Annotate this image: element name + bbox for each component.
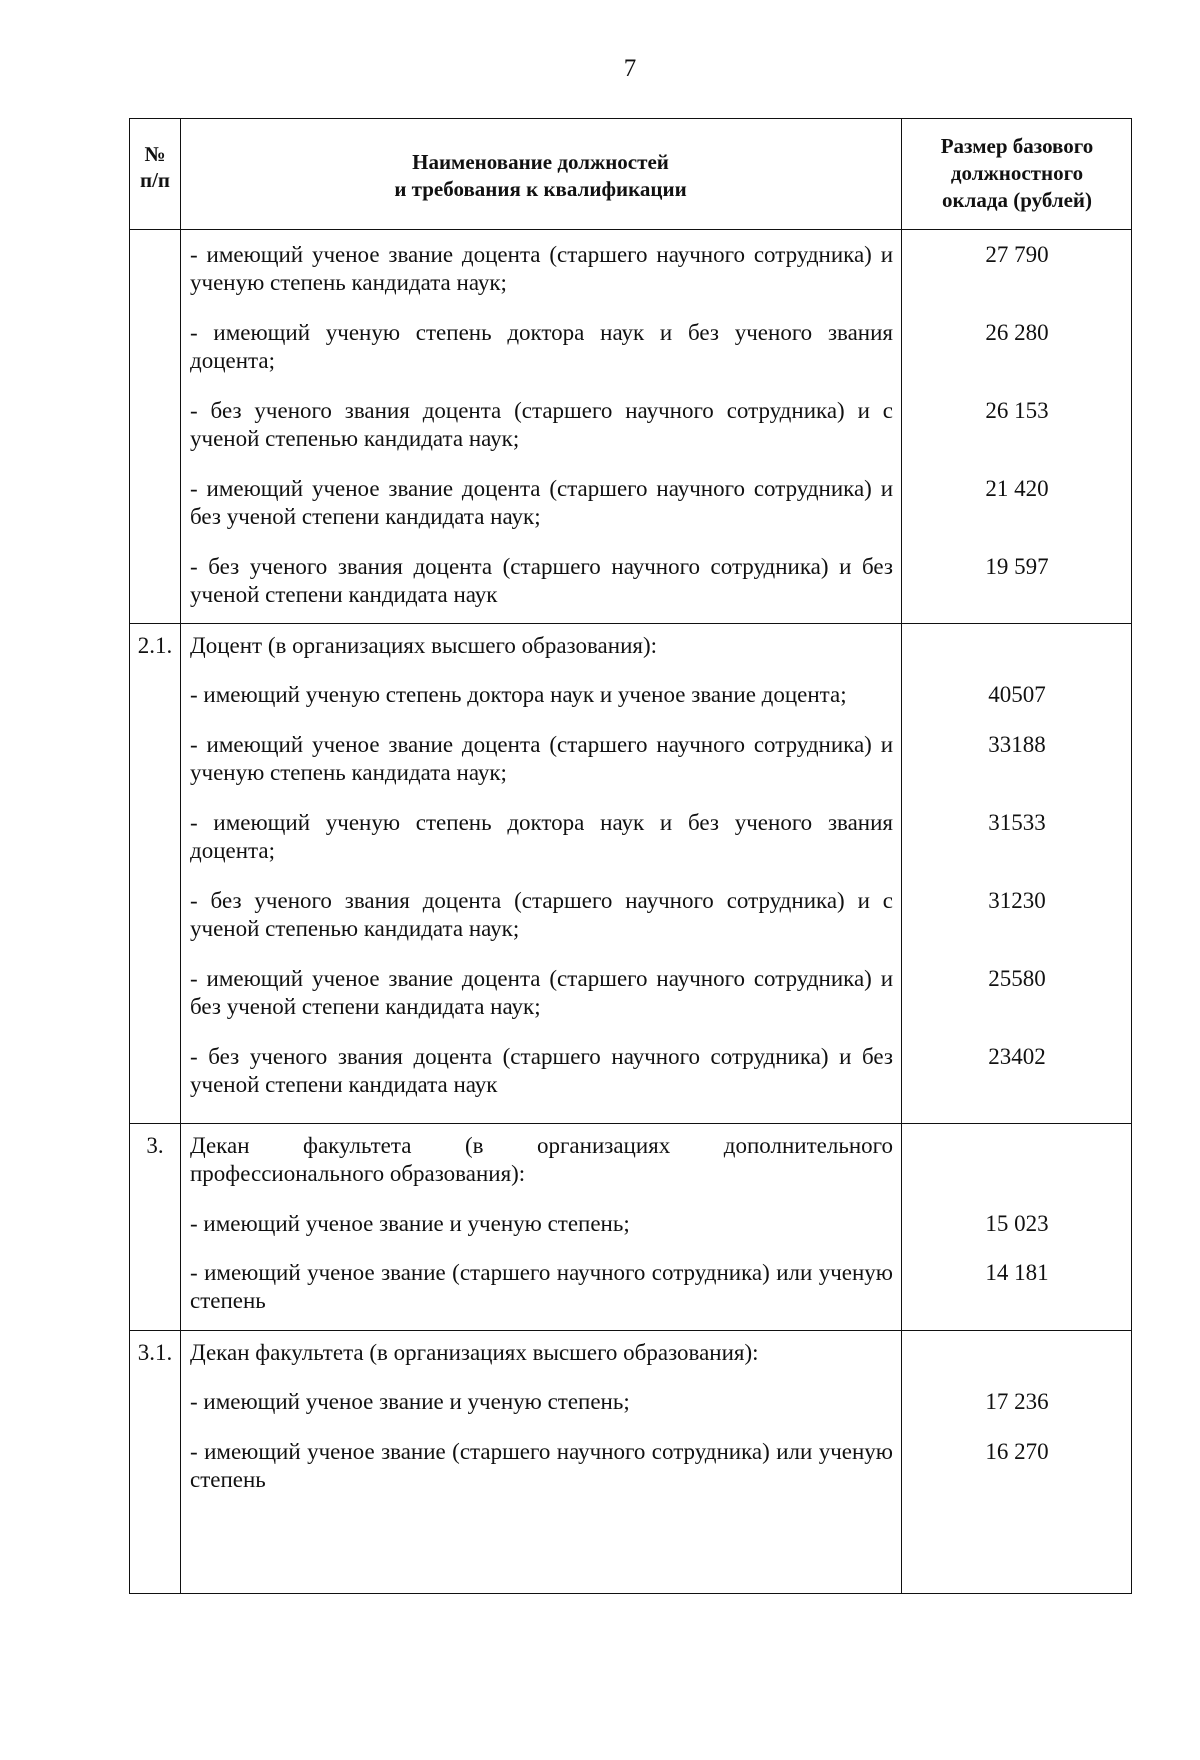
row-text: - без ученого звания доцента (старшего научного сотрудника) и с ученой степенью кандидата наук; xyxy=(190,398,893,451)
row-salary: 21 420 xyxy=(985,476,1049,501)
row-text: - имеющий ученое звание (старшего научного сотрудника) или ученую степень xyxy=(190,1439,893,1492)
row-text: - без ученого звания доцента (старшего научного сотрудника) и с ученой степенью кандидата наук; xyxy=(190,888,893,941)
row-text: - имеющий ученое звание и ученую степень; xyxy=(190,1389,630,1414)
row-salary: 26 153 xyxy=(985,398,1049,423)
header-number xyxy=(130,141,180,193)
row-text: - имеющий ученое звание доцента (старшего научного сотрудника) и ученую степень кандидата наук; xyxy=(190,242,893,295)
row-text: - имеющий ученую степень доктора наук и ученое звание доцента; xyxy=(190,682,847,707)
header-name-line: и требования к квалификации xyxy=(394,177,687,201)
row-salary: 15 023 xyxy=(985,1211,1049,1236)
row-text: - имеющий ученое звание (старшего научного сотрудника) или ученую степень xyxy=(190,1260,893,1313)
row-text: Доцент (в организациях высшего образования): xyxy=(190,633,658,658)
header-number-line: п/п xyxy=(139,168,171,192)
row-divider xyxy=(130,229,1131,230)
row-number: 3.1. xyxy=(137,1340,173,1365)
header-salary-line: оклада (рублей) xyxy=(941,188,1093,212)
row-salary: 31230 xyxy=(988,888,1046,913)
row-text: - без ученого звания доцента (старшего научного сотрудника) и без ученой степени кандидата наук xyxy=(190,1044,893,1097)
header-salary xyxy=(901,133,1133,214)
row-salary: 19 597 xyxy=(985,554,1049,579)
row-salary: 16 270 xyxy=(985,1439,1049,1464)
row-number: 2.1. xyxy=(137,633,173,658)
row-text: Декан факультета (в организациях дополнительного профессионального образования): xyxy=(190,1133,893,1186)
row-salary: 27 790 xyxy=(985,242,1049,267)
row-salary: 14 181 xyxy=(985,1260,1049,1285)
row-salary: 33188 xyxy=(988,732,1046,757)
header-position-name xyxy=(180,149,901,203)
row-text: - имеющий ученое звание доцента (старшего научного сотрудника) и без ученой степени кандидата наук; xyxy=(190,476,893,529)
row-salary: 31533 xyxy=(988,810,1046,835)
column-divider xyxy=(180,119,181,1593)
row-divider xyxy=(130,623,1131,624)
row-salary: 17 236 xyxy=(985,1389,1049,1414)
row-text: - имеющий ученое звание доцента (старшего научного сотрудника) и ученую степень кандидата наук; xyxy=(190,732,893,785)
row-salary: 40507 xyxy=(988,682,1046,707)
salary-table xyxy=(129,118,1132,1594)
row-divider xyxy=(130,1330,1131,1331)
header-name-line: Наименование должностей xyxy=(412,150,669,174)
header-salary-line: Размер базового xyxy=(940,134,1094,158)
row-text: - имеющий ученую степень доктора наук и без ученого звания доцента; xyxy=(190,810,893,863)
row-text: - имеющий ученое звание и ученую степень; xyxy=(190,1211,630,1236)
row-text: - без ученого звания доцента (старшего научного сотрудника) и без ученой степени кандидата наук xyxy=(190,554,893,607)
header-salary-line: должностного xyxy=(950,161,1084,185)
row-divider xyxy=(130,1123,1131,1124)
row-text: Декан факультета (в организациях высшего образования): xyxy=(190,1340,759,1365)
row-number: 3. xyxy=(146,1133,164,1158)
header-number-line: № xyxy=(144,142,166,166)
row-text: - имеющий ученую степень доктора наук и без ученого звания доцента; xyxy=(190,320,893,373)
row-text: - имеющий ученое звание доцента (старшего научного сотрудника) и без ученой степени кандидата наук; xyxy=(190,966,893,1019)
row-salary: 23402 xyxy=(988,1044,1046,1069)
page-number: 7 xyxy=(623,55,637,82)
row-salary: 26 280 xyxy=(985,320,1049,345)
row-salary: 25580 xyxy=(988,966,1046,991)
